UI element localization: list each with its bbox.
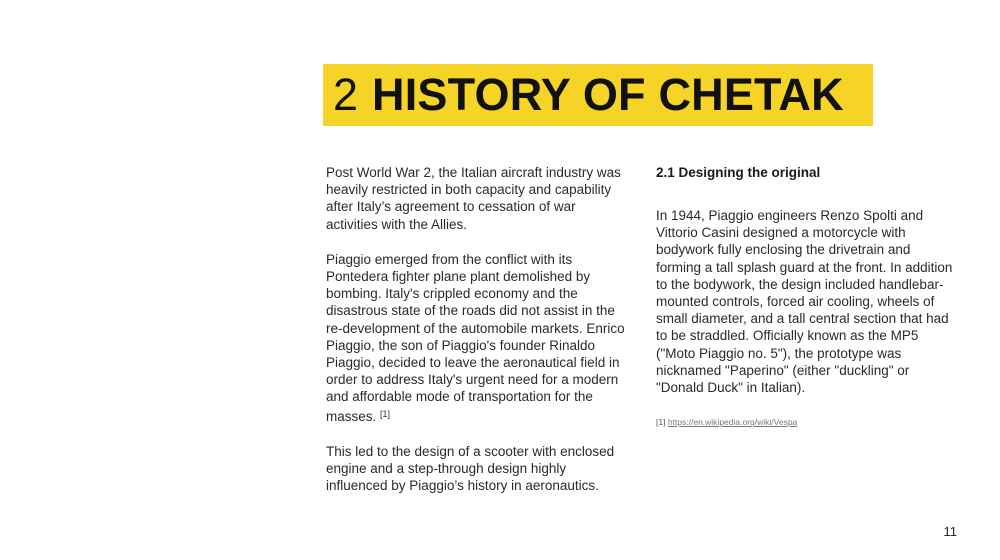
subheading-designing-original: 2.1 Designing the original bbox=[656, 165, 821, 180]
footnote-marker: [1] bbox=[656, 417, 666, 428]
paragraph-postwar: Post World War 2, the Italian aircraft industry was heavily restricted in both capacity and capability after Italy’s agreement to cessation of war activities with the Allies. bbox=[326, 165, 621, 232]
right-text-column bbox=[656, 164, 956, 431]
footnote-link[interactable]: https://en.wikipedia.org/wiki/Vespa bbox=[667, 417, 798, 428]
footnote bbox=[656, 414, 956, 431]
section-heading-banner bbox=[323, 64, 873, 126]
citation-marker[interactable]: [1] bbox=[380, 408, 391, 419]
section-title: HISTORY OF CHETAK bbox=[372, 69, 844, 120]
paragraph-piaggio-text: Piaggio emerged from the conflict with its Pontedera fighter plane plant demolished by bombing. Italy's crippled economy and the disastrous state of the roads did not assist in the re-development of the automobile markets. Enrico Piaggio, the son of Piaggio's founder Rinaldo Piaggio, decided to leave the aeronautical field in order to address Italy's urgent need for a modern and affordable mode of transportation for the masses. bbox=[326, 251, 625, 424]
left-text-column bbox=[326, 164, 631, 512]
paragraph-scooter: This led to the design of a scooter with enclosed engine and a step-through design highly influenced by Piaggio’s history in aeronautics. bbox=[326, 443, 615, 494]
paragraph-piaggio bbox=[326, 251, 631, 425]
section-number: 2 bbox=[333, 69, 359, 120]
paragraph-design: In 1944, Piaggio engineers Renzo Spolti and Vittorio Casini designed a motorcycle with bodywork fully enclosing the drivetrain and forming a tall splash guard at the front. In addition to the bodywork, the design included handlebar-mounted controls, forced air cooling, wheels of small diameter, and a tall central section that had to be straddled. Officially known as the MP5 ("Moto Piaggio no. 5"), the prototype was nicknamed "Paperino" (either "duckling" or "Donald Duck" in Italian). bbox=[656, 208, 953, 396]
page-number: 11 bbox=[943, 524, 957, 539]
